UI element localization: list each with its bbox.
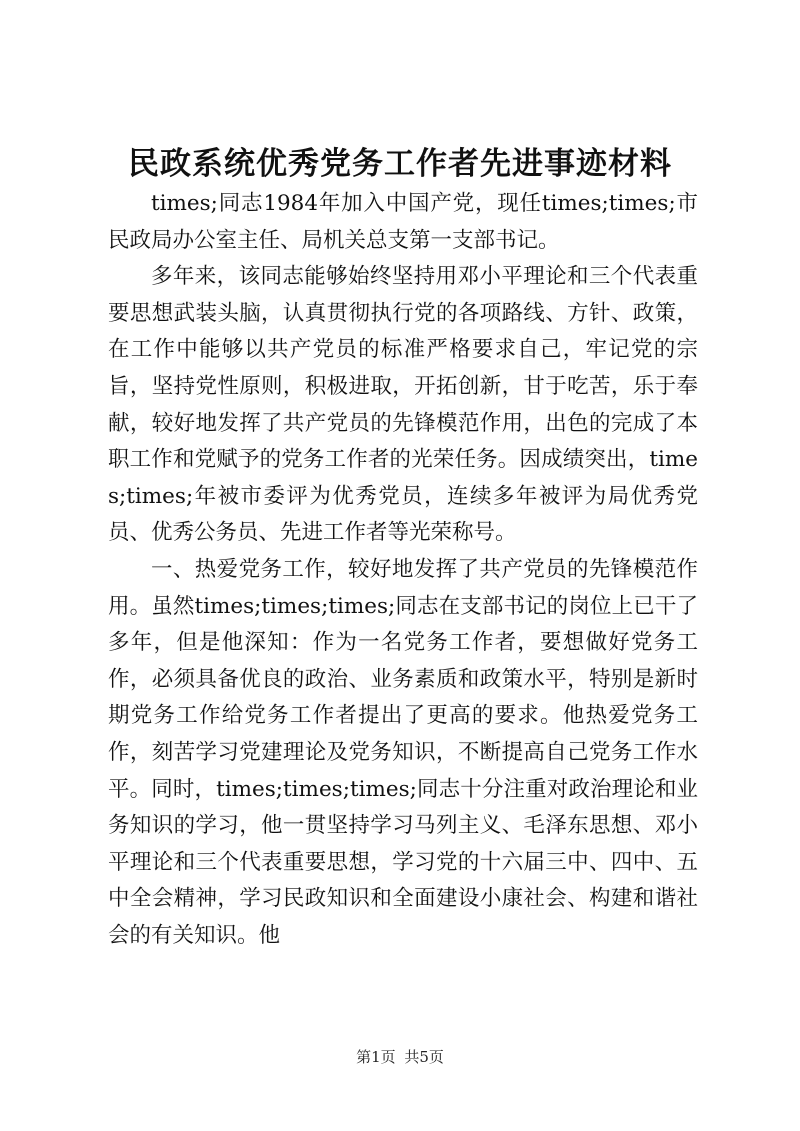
- page-number: 第1页: [356, 1048, 396, 1066]
- paragraph-3: 一、热爱党务工作，较好地发挥了共产党员的先锋模范作用。虽然times;times;times;同志在支部书记的岗位上已干了多年，但是他深知：作为一名党务工作者，要想做好党务工作，必须具备优良的政治、业务素质和政策水平，特别是新时期党务工作给党务工作者提出了更高的要求。他热爱党务工作，刻苦学习党建理论及党务知识，不断提高自己党务工作水平。同时，times;times;times;同志十分注重对政治理论和业务知识的学习，他一贯坚持学习马列主义、毛泽东思想、邓小平理论和三个代表重要思想，学习党的十六届三中、四中、五中全会精神，学习民政知识和全面建设小康社会、构建和谐社会的有关知识。他: [108, 556, 698, 948]
- page-footer: [0, 1046, 800, 1067]
- document-title: 民政系统优秀党务工作者先进事迹材料: [128, 146, 672, 182]
- document-body: [108, 186, 698, 954]
- page-total: 共5页: [404, 1048, 444, 1066]
- paragraph-1: times;同志1984年加入中国产党，现任times;times;市民政局办公室主任、局机关总支第一支部书记。: [108, 191, 698, 253]
- paragraph-2: 多年来，该同志能够始终坚持用邓小平理论和三个代表重要思想武装头脑，认真贯彻执行党的各项路线、方针、政策，在工作中能够以共产党员的标准严格要求自己，牢记党的宗旨，坚持党性原则，积极进取，开拓创新，甘于吃苦，乐于奉献，较好地发挥了共产党员的先锋模范作用，出色的完成了本职工作和党赋予的党务工作者的光荣任务。因成绩突出，times;times;年被市委评为优秀党员，连续多年被评为局优秀党员、优秀公务员、先进工作者等光荣称号。: [108, 264, 698, 546]
